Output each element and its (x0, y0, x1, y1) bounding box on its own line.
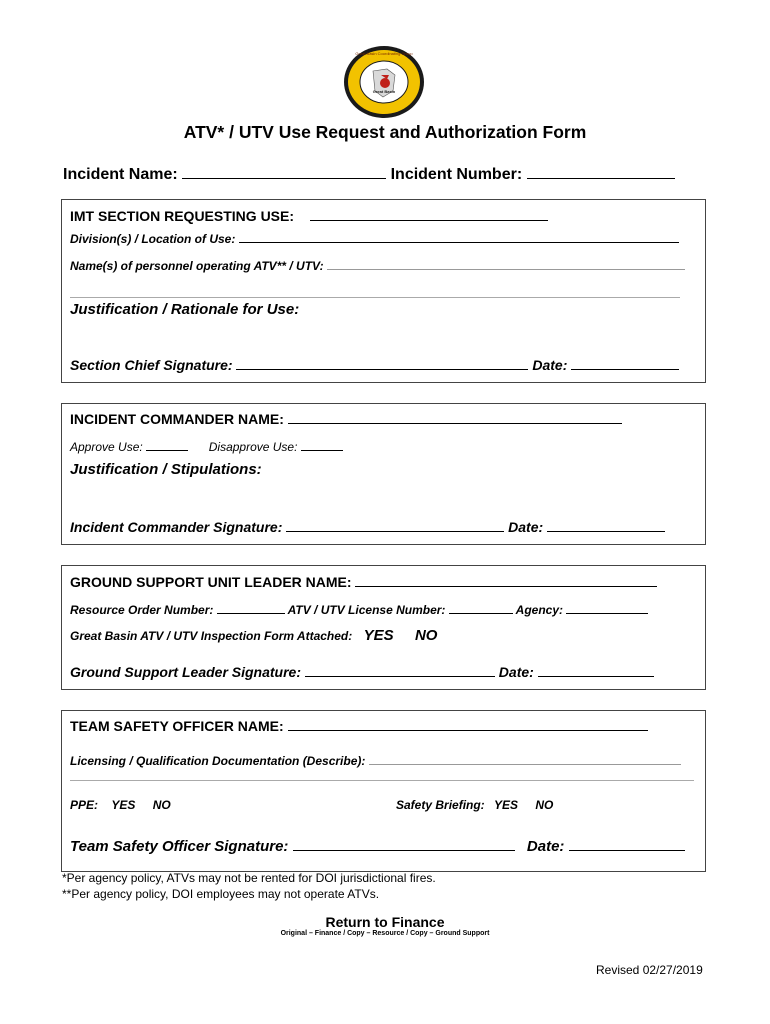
imt-heading: IMT SECTION REQUESTING USE: (70, 208, 295, 224)
imt-requesting-field[interactable] (310, 208, 548, 221)
ppe-yes-option[interactable]: YES (111, 798, 136, 812)
imt-heading-line (70, 208, 548, 224)
gsul-heading: GROUND SUPPORT UNIT LEADER NAME: (70, 574, 352, 590)
briefing-no-option[interactable]: NO (535, 798, 554, 812)
ic-signature-line (70, 519, 665, 535)
incident-name-label: Incident Name: (63, 166, 178, 183)
gsul-date-field[interactable] (538, 664, 654, 677)
license-label: ATV / UTV License Number: (287, 603, 446, 617)
personnel-field[interactable] (327, 259, 685, 270)
tso-name-field[interactable] (288, 718, 648, 731)
ic-heading: INCIDENT COMMANDER NAME: (70, 411, 284, 427)
briefing-line (396, 798, 553, 812)
imt-section (61, 199, 706, 383)
section-chief-signature-field[interactable] (236, 357, 528, 370)
incident-name-field[interactable] (182, 166, 386, 179)
agency-logo (343, 45, 425, 119)
briefing-yes-option[interactable]: YES (494, 798, 519, 812)
ic-name-field[interactable] (288, 411, 622, 424)
section-chief-signature-line (70, 357, 679, 373)
licensing-label: Licensing / Qualification Documentation (Describe): (70, 754, 366, 768)
tso-heading: TEAM SAFETY OFFICER NAME: (70, 718, 284, 734)
ppe-no-option[interactable]: NO (152, 798, 171, 812)
copy-distribution: Original – Finance / Copy – Resource / Copy – Ground Support (280, 930, 490, 937)
tso-date-label: Date: (526, 838, 565, 855)
disapprove-label: Disapprove Use: (208, 440, 298, 454)
section-chief-date-label: Date: (532, 357, 568, 373)
inspection-yes-option[interactable]: YES (363, 627, 394, 644)
ic-signature-field[interactable] (286, 519, 504, 532)
form-title: ATV* / UTV Use Request and Authorization Form (183, 122, 587, 142)
tso-date-field[interactable] (569, 838, 685, 851)
division-line (70, 232, 679, 246)
resource-order-line (70, 603, 648, 617)
resource-order-label: Resource Order Number: (70, 603, 214, 617)
resource-order-field[interactable] (217, 603, 285, 614)
inspection-label: Great Basin ATV / UTV Inspection Form Attached: (70, 629, 353, 643)
agency-label: Agency: (515, 603, 563, 617)
gsul-signature-field[interactable] (305, 664, 495, 677)
incident-line (63, 166, 675, 184)
approve-field[interactable] (146, 440, 188, 451)
stipulations-label: Justification / Stipulations: (70, 461, 262, 478)
section-chief-signature-label: Section Chief Signature: (70, 357, 233, 373)
section-chief-date-field[interactable] (571, 357, 679, 370)
revision-date: Revised 02/27/2019 (596, 963, 703, 977)
disapprove-field[interactable] (301, 440, 343, 451)
personnel-label: Name(s) of personnel operating ATV** / UTV: (70, 259, 324, 273)
approve-line (70, 440, 343, 454)
footnote-doi-employees: **Per agency policy, DOI employees may not operate ATVs. (62, 887, 380, 901)
gsul-signature-label: Ground Support Leader Signature: (70, 664, 302, 680)
licensing-line (70, 754, 681, 768)
ppe-line (70, 798, 171, 812)
justification-label: Justification / Rationale for Use: (70, 301, 300, 318)
logo-center-text: Great Basin (372, 89, 396, 94)
division-label: Division(s) / Location of Use: (70, 232, 236, 246)
incident-number-label: Incident Number: (390, 166, 523, 183)
approve-label: Approve Use: (70, 440, 143, 454)
logo-ring-text: Great Basin Coordinating Group (355, 51, 413, 56)
inspection-no-option[interactable]: NO (414, 627, 438, 644)
licensing-field[interactable] (369, 754, 681, 765)
personnel-field-line2[interactable] (70, 297, 680, 298)
agency-field[interactable] (566, 603, 648, 614)
division-field[interactable] (239, 232, 679, 243)
tso-signature-line (70, 838, 685, 855)
ic-heading-line (70, 411, 622, 427)
license-field[interactable] (449, 603, 513, 614)
footnote-atv-rental: *Per agency policy, ATVs may not be rented for DOI jurisdictional fires. (62, 871, 436, 885)
tso-section (61, 710, 706, 872)
gsul-date-label: Date: (498, 664, 534, 680)
tso-signature-label: Team Safety Officer Signature: (70, 838, 289, 855)
ic-date-label: Date: (508, 519, 544, 535)
ic-signature-label: Incident Commander Signature: (70, 519, 283, 535)
return-to-finance: Return to Finance (325, 914, 445, 930)
gsul-name-field[interactable] (355, 574, 657, 587)
ic-date-field[interactable] (547, 519, 665, 532)
inspection-line (70, 627, 437, 644)
tso-heading-line (70, 718, 648, 734)
licensing-field-line2[interactable] (70, 780, 694, 781)
gsul-signature-line (70, 664, 654, 680)
incident-number-field[interactable] (527, 166, 675, 179)
ic-section (61, 403, 706, 545)
briefing-label: Safety Briefing: (396, 798, 485, 812)
gsul-section (61, 565, 706, 690)
ppe-label: PPE: (70, 798, 99, 812)
gsul-heading-line (70, 574, 657, 590)
tso-signature-field[interactable] (293, 838, 515, 851)
personnel-line (70, 259, 685, 273)
